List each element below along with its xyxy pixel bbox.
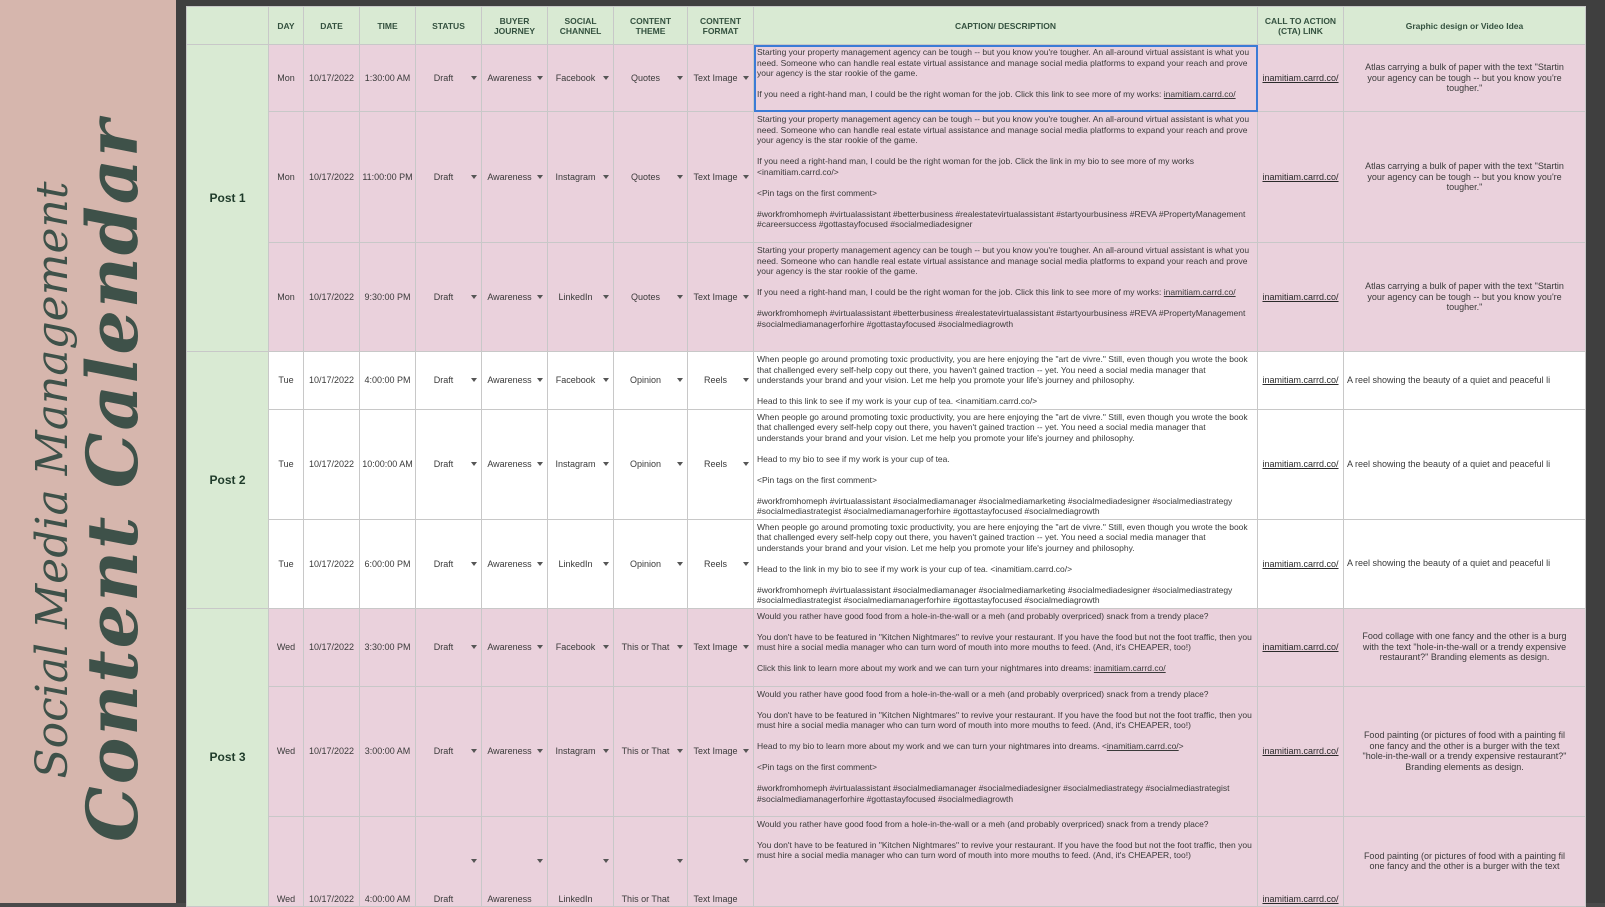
channel-dropdown[interactable] [548,243,614,352]
cell-date[interactable]: 10/17/2022 [304,816,360,906]
dropdown-arrow-icon [603,749,609,753]
header-day[interactable]: DAY [269,7,304,45]
cell-day[interactable]: Wed [269,608,304,686]
dropdown-arrow-icon [537,175,543,179]
status-dropdown[interactable] [416,686,482,816]
cta-link[interactable]: inamitiam.carrd.co/ [1262,73,1339,83]
format-value: Reels [703,375,727,386]
dropdown-arrow-icon [603,76,609,80]
cta-link[interactable]: inamitiam.carrd.co/ [1262,172,1339,182]
caption-paragraph: If you need a right-hand man, I could be the right woman for the job. Click the link in my bio to see more of my works <inamitiam.carrd.co/> [757,156,1195,177]
buyer-journey-value: Awareness [487,558,532,569]
caption-cell[interactable] [754,409,1258,519]
caption-paragraph: Head to my bio to see if my work is your cup of tea. [757,453,950,464]
dropdown-arrow-icon [677,562,683,566]
buyer-journey-dropdown[interactable] [482,352,548,410]
status-dropdown[interactable] [416,409,482,519]
table-row [187,45,1586,112]
cell-date[interactable]: 10/17/2022 [304,686,360,816]
header-content-theme[interactable]: CONTENT THEME [614,7,688,45]
idea-cell[interactable]: Food painting (or pictures of food with a painting fil one fancy and the other is a burger with the text "hole-in-the-wall or a trendy expensive restaurant?" Branding elements as design. [1344,686,1586,816]
dropdown-arrow-icon [603,295,609,299]
cell-time[interactable]: 1:30:00 AM [360,45,416,112]
dropdown-arrow-icon [743,462,749,466]
header-status[interactable]: STATUS [416,7,482,45]
dropdown-arrow-icon [471,749,477,753]
format-dropdown[interactable] [688,112,754,243]
dropdown-arrow-icon [603,378,609,382]
format-value: Reels [703,459,727,469]
dropdown-arrow-icon [743,859,749,863]
channel-value: LinkedIn [558,558,593,569]
dropdown-arrow-icon [603,175,609,179]
buyer-journey-value: Awareness [487,172,532,182]
idea-cell[interactable]: Atlas carrying a bulk of paper with the text "Startin your agency can be tough -- but you know you're tougher." [1344,45,1586,112]
format-dropdown[interactable] [688,686,754,816]
buyer-journey-dropdown[interactable] [482,45,548,112]
cell-date[interactable]: 10/17/2022 [304,608,360,686]
caption-paragraph: You don't have to be featured in "Kitchen Nightmares" to revive your restaurant. If you have the food but not the foot traffic, then you must hire a social media manager who can turn word of mouth into more mouths to feed. (And, it's CHEAPER, too!) [757,709,1252,730]
title-banner [0,0,176,903]
table-row [187,686,1586,816]
header-caption[interactable]: CAPTION/ DESCRIPTION [754,7,1258,45]
cell-day[interactable]: Tue [269,352,304,410]
status-dropdown[interactable] [416,519,482,608]
banner-title [27,117,154,843]
cell-day[interactable]: Mon [269,45,304,112]
cta-link[interactable]: inamitiam.carrd.co/ [1262,375,1339,386]
cta-cell[interactable] [1258,686,1344,816]
header-design-idea[interactable]: Graphic design or Video Idea [1344,7,1586,45]
dropdown-arrow-icon [743,76,749,80]
cta-cell[interactable] [1258,519,1344,608]
caption-paragraph: Would you rather have good food from a hole-in-the-wall or a meh (and probably overpriced) snack from a trendy place? [757,818,1209,829]
table-row [187,816,1586,906]
dropdown-arrow-icon [537,859,543,863]
dropdown-arrow-icon [603,462,609,466]
caption-paragraph: Starting your property management agency can be tough -- but you know you're tougher. An all-around virtual assistant is what you need. Someone who can handle real estate virtual assistance and manage social media platforms to expand your reach and prove your agency is the star rookie of the game. [757,245,1250,276]
cell-time[interactable]: 4:00:00 PM [360,352,416,410]
dropdown-arrow-icon [677,645,683,649]
channel-value: Facebook [555,73,596,83]
cell-date[interactable]: 10/17/2022 [304,243,360,352]
header-time[interactable]: TIME [360,7,416,45]
dropdown-arrow-icon [537,378,543,382]
cell-date[interactable]: 10/17/2022 [304,352,360,410]
format-dropdown[interactable] [688,519,754,608]
caption-cell[interactable] [754,243,1258,352]
buyer-journey-value: Awareness [487,893,532,904]
format-value: Text Image [693,292,738,302]
status-value: Draft [433,642,454,652]
theme-value: Quotes [630,172,661,182]
status-value: Draft [433,292,454,302]
caption-hashtags: #workfromhomeph #virtualassistant #socialmediamanager #socialmediamarketing #socialmediadesigner #socialmediastrategy #socialmediastrategist #socialmediamanagerforhire #gottastayfocused #socialmediagrowth [757,584,1233,605]
theme-dropdown[interactable] [614,112,688,243]
status-dropdown[interactable] [416,816,482,906]
status-dropdown[interactable] [416,243,482,352]
theme-dropdown[interactable] [614,243,688,352]
dropdown-arrow-icon [471,175,477,179]
caption-paragraph: Would you rather have good food from a hole-in-the-wall or a meh (and probably overpriced) snack from a trendy place? [757,610,1209,621]
caption-link[interactable]: inamitiam.carrd.co/ [1106,741,1179,751]
dropdown-arrow-icon [743,378,749,382]
caption-cell[interactable] [754,352,1258,410]
channel-dropdown[interactable] [548,686,614,816]
status-value: Draft [433,459,454,469]
calendar-table [186,6,1586,907]
dropdown-arrow-icon [743,295,749,299]
channel-dropdown[interactable] [548,409,614,519]
cell-date[interactable]: 10/17/2022 [304,45,360,112]
dropdown-arrow-icon [677,175,683,179]
format-value: Text Image [693,746,738,756]
caption-paragraph: <Pin tags on the first comment> [757,187,878,198]
theme-dropdown[interactable] [614,45,688,112]
cta-cell[interactable] [1258,112,1344,243]
cta-cell[interactable] [1258,352,1344,410]
cell-day[interactable]: Mon [269,243,304,352]
channel-dropdown[interactable] [548,352,614,410]
dropdown-arrow-icon [677,76,683,80]
cta-link[interactable]: inamitiam.carrd.co/ [1262,459,1339,469]
dropdown-arrow-icon [471,645,477,649]
caption-cell[interactable] [754,608,1258,686]
buyer-journey-dropdown[interactable] [482,519,548,608]
table-row [187,608,1586,686]
cell-day[interactable]: Wed [269,816,304,906]
format-dropdown[interactable] [688,45,754,112]
buyer-journey-value: Awareness [487,73,532,83]
post-label[interactable]: Post 2 [187,352,269,609]
status-value: Draft [433,73,454,83]
idea-cell[interactable]: Food collage with one fancy and the other is a burg with the text "hole-in-the-wall or a trendy expensive restaurant?" Branding elements as design. [1344,608,1586,686]
dropdown-arrow-icon [743,175,749,179]
caption-paragraph: <Pin tags on the first comment> [757,474,878,485]
cell-day[interactable]: Wed [269,686,304,816]
post-label[interactable]: Post 3 [187,608,269,906]
dropdown-arrow-icon [537,76,543,80]
format-value: Text Image [693,893,738,904]
header-content-format[interactable]: CONTENT FORMAT [688,7,754,45]
buyer-journey-value: Awareness [487,375,532,386]
dropdown-arrow-icon [537,645,543,649]
header-post [187,7,269,45]
buyer-journey-dropdown[interactable] [482,112,548,243]
buyer-journey-dropdown[interactable] [482,608,548,686]
dropdown-arrow-icon [743,645,749,649]
cell-time[interactable]: 10:00:00 AM [360,409,416,519]
channel-value: Instagram [555,172,596,182]
banner-subtitle: Social Media Management [27,181,78,779]
theme-dropdown[interactable] [614,686,688,816]
channel-value: Instagram [555,746,596,756]
buyer-journey-value: Awareness [487,746,532,756]
theme-dropdown[interactable] [614,816,688,906]
cta-link[interactable]: inamitiam.carrd.co/ [1262,558,1339,569]
dropdown-arrow-icon [743,562,749,566]
dropdown-arrow-icon [743,749,749,753]
buyer-journey-dropdown[interactable] [482,409,548,519]
caption-link[interactable]: inamitiam.carrd.co/ [1163,287,1236,297]
theme-dropdown[interactable] [614,352,688,410]
cell-time[interactable]: 9:30:00 PM [360,243,416,352]
cta-link[interactable]: inamitiam.carrd.co/ [1262,642,1339,652]
format-value: Reels [703,558,727,569]
dropdown-arrow-icon [677,378,683,382]
cell-day[interactable]: Mon [269,112,304,243]
status-dropdown[interactable] [416,608,482,686]
dropdown-arrow-icon [603,562,609,566]
format-dropdown[interactable] [688,409,754,519]
cell-date[interactable]: 10/17/2022 [304,112,360,243]
cell-time[interactable]: 3:00:00 AM [360,686,416,816]
table-row [187,243,1586,352]
dropdown-arrow-icon [537,562,543,566]
channel-value: LinkedIn [558,292,593,302]
table-row [187,409,1586,519]
idea-cell[interactable]: A reel showing the beauty of a quiet and peaceful li [1344,352,1586,410]
caption-cell[interactable] [754,686,1258,816]
banner-main-title: Content Calendar [71,117,154,843]
dropdown-arrow-icon [471,295,477,299]
caption-paragraph: Head to this link to see if my work is your cup of tea. <inamitiam.carrd.co/> [757,396,1038,406]
theme-dropdown[interactable] [614,519,688,608]
cell-time[interactable]: 3:30:00 PM [360,608,416,686]
caption-paragraph: Starting your property management agency can be tough -- but you know you're tougher. An all-around virtual assistant is what you need. Someone who can handle real estate virtual assistance and manage social media platforms to expand your reach and prove your agency is the star rookie of the game. [757,47,1250,78]
theme-value: Opinion [629,375,662,386]
caption-hashtags: #workfromhomeph #virtualassistant #socialmediamanager #socialmediamarketing #socialmediadesigner #socialmediastrategy #socialmediastrategist #socialmediamanagerforhire #gottastayfocused #socialmediagrowth [757,495,1233,516]
dropdown-arrow-icon [537,462,543,466]
theme-value: Opinion [629,459,662,469]
theme-dropdown[interactable] [614,608,688,686]
status-dropdown[interactable] [416,45,482,112]
theme-value: This or That [621,893,670,904]
dropdown-arrow-icon [471,859,477,863]
cta-link[interactable]: inamitiam.carrd.co/ [1262,292,1339,302]
post-label[interactable]: Post 1 [187,45,269,352]
cell-time[interactable]: 11:00:00 PM [360,112,416,243]
dropdown-arrow-icon [677,859,683,863]
channel-dropdown[interactable] [548,608,614,686]
format-dropdown[interactable] [688,243,754,352]
buyer-journey-value: Awareness [487,459,532,469]
cta-cell[interactable] [1258,816,1344,906]
format-value: Text Image [693,642,738,652]
format-value: Text Image [693,73,738,83]
cell-day[interactable]: Tue [269,409,304,519]
format-dropdown[interactable] [688,816,754,906]
dropdown-arrow-icon [677,295,683,299]
channel-dropdown[interactable] [548,112,614,243]
buyer-journey-dropdown[interactable] [482,816,548,906]
channel-value: Facebook [555,375,596,386]
cell-time[interactable]: 4:00:00 AM [360,816,416,906]
cell-date[interactable]: 10/17/2022 [304,519,360,608]
caption-paragraph: Click this link to learn more about my work and we can turn your nightmares into dreams: inamitiam.carrd.co/ [757,663,1166,673]
channel-value: Instagram [555,459,596,469]
caption-paragraph: Would you rather have good food from a hole-in-the-wall or a meh (and probably overpriced) snack from a trendy place? [757,688,1209,699]
header-date[interactable]: DATE [304,7,360,45]
caption-cell[interactable] [754,112,1258,243]
caption-paragraph: Starting your property management agency can be tough -- but you know you're tougher. An all-around virtual assistant is what you need. Someone who can handle real estate virtual assistance and manage social media platforms to expand your reach and prove your agency is the star rookie of the game. [757,114,1250,145]
dropdown-arrow-icon [471,462,477,466]
cell-time[interactable]: 6:00:00 PM [360,519,416,608]
buyer-journey-value: Awareness [487,292,532,302]
dropdown-arrow-icon [471,562,477,566]
caption-hashtags: #workfromhomeph #virtualassistant #betterbusiness #realestatevirtualassistant #startyourbusiness #REVA #PropertyManagement #careersuccess #gottastayfocused #socialmediadesigner [757,208,1246,229]
format-value: Text Image [693,172,738,182]
cta-link[interactable]: inamitiam.carrd.co/ [1262,893,1339,904]
table-row [187,352,1586,410]
theme-value: Quotes [630,292,661,302]
dropdown-arrow-icon [603,859,609,863]
dropdown-arrow-icon [537,749,543,753]
format-dropdown[interactable] [688,352,754,410]
idea-cell[interactable]: A reel showing the beauty of a quiet and peaceful li [1344,409,1586,519]
caption-paragraph: When people go around promoting toxic productivity, you are here enjoying the "art de vivre." Still, even though you wrote the book that challenged every self-help copy out there, you haven't gained traction -- yet. You need a social media manager that understands your brand and your vision. Let me help you promote your life's journey and philosophy. [757,411,1248,443]
caption-paragraph: You don't have to be featured in "Kitchen Nightmares" to revive your restaurant. If you have the food but not the foot traffic, then you must hire a social media manager who can turn word of mouth into more mouths to feed. (And, it's CHEAPER, too!) [757,839,1252,860]
idea-cell[interactable]: Food painting (or pictures of food with a painting fil one fancy and the other is a burger with the text [1344,816,1586,906]
caption-cell[interactable] [754,519,1258,608]
theme-dropdown[interactable] [614,409,688,519]
caption-paragraph: When people go around promoting toxic productivity, you are here enjoying the "art de vivre." Still, even though you wrote the book that challenged every self-help copy out there, you haven't gained traction -- yet. You need a social media manager that understands your brand and your vision. Let me help you promote your life's journey and philosophy. [757,354,1248,385]
dropdown-arrow-icon [471,76,477,80]
status-value: Draft [433,375,454,386]
cta-cell[interactable] [1258,608,1344,686]
idea-cell[interactable]: Atlas carrying a bulk of paper with the text "Startin your agency can be tough -- but you know you're tougher." [1344,243,1586,352]
buyer-journey-dropdown[interactable] [482,686,548,816]
channel-value: Facebook [555,642,596,652]
dropdown-arrow-icon [537,295,543,299]
caption-hashtags: #workfromhomeph #virtualassistant #betterbusiness #realestatevirtualassistant #startyourbusiness #REVA #PropertyManagement #socialmediamanagerforhire #gottastayfocused #socialmediagrowth [757,308,1246,329]
cta-cell[interactable] [1258,243,1344,352]
caption-paragraph: Head to the link in my bio to see if my work is your cup of tea. <inamitiam.carrd.co/> [757,563,1073,574]
channel-dropdown[interactable] [548,519,614,608]
caption-paragraph: <Pin tags on the first comment> [757,762,878,772]
dropdown-arrow-icon [677,749,683,753]
caption-hashtags: #workfromhomeph #virtualassistant #socialmediamanager #socialmediadesigner #socialmediastrategy #socialmediastrategist #socialmediamanagerforhire #gottastayfocused #socialmediagrowth [757,783,1230,804]
theme-value: Opinion [629,558,662,569]
channel-dropdown[interactable] [548,816,614,906]
status-value: Draft [433,746,454,756]
caption-paragraph: You don't have to be featured in "Kitchen Nightmares" to revive your restaurant. If you have the food but not the foot traffic, then you must hire a social media manager who can turn word of mouth into more mouths to feed. (And, it's CHEAPER, too!) [757,631,1252,652]
caption-cell[interactable] [754,816,1258,906]
idea-cell[interactable]: A reel showing the beauty of a quiet and peaceful li [1344,519,1586,608]
caption-paragraph: When people go around promoting toxic productivity, you are here enjoying the "art de vivre." Still, even though you wrote the book that challenged every self-help copy out there, you haven't gained traction -- yet. You need a social media manager that understands your brand and your vision. Let me help you promote your life's journey and philosophy. [757,521,1248,553]
caption-paragraph: Head to my bio to learn more about my work and we can turn your nightmares into dreams. <inamitiam.carrd.co/> [757,741,1184,751]
header-social-channel[interactable]: SOCIAL CHANNEL [548,7,614,45]
theme-value: Quotes [630,73,661,83]
channel-value: LinkedIn [558,893,593,904]
status-value: Draft [433,893,454,904]
dropdown-arrow-icon [603,645,609,649]
buyer-journey-dropdown[interactable] [482,243,548,352]
theme-value: This or That [621,642,670,652]
format-dropdown[interactable] [688,608,754,686]
caption-paragraph: If you need a right-hand man, I could be the right woman for the job. Click this link to see more of my works: inamitiam.carrd.co/ [757,287,1236,297]
status-value: Draft [433,558,454,569]
table-row [187,112,1586,243]
header-row [187,7,1586,45]
caption-link[interactable]: inamitiam.carrd.co/ [1163,89,1236,99]
caption-cell[interactable] [754,45,1258,112]
cta-cell[interactable] [1258,409,1344,519]
dropdown-arrow-icon [471,378,477,382]
caption-link[interactable]: inamitiam.carrd.co/ [1093,663,1166,673]
header-buyer-journey[interactable]: BUYER JOURNEY [482,7,548,45]
dropdown-arrow-icon [677,462,683,466]
cta-cell[interactable] [1258,45,1344,112]
cell-day[interactable]: Tue [269,519,304,608]
buyer-journey-value: Awareness [487,642,532,652]
cta-link[interactable]: inamitiam.carrd.co/ [1262,746,1339,756]
channel-dropdown[interactable] [548,45,614,112]
header-cta-link[interactable]: CALL TO ACTION (CTA) LINK [1258,7,1344,45]
table-row [187,519,1586,608]
status-dropdown[interactable] [416,112,482,243]
content-calendar-sheet [186,6,1584,904]
theme-value: This or That [621,746,670,756]
cell-date[interactable]: 10/17/2022 [304,409,360,519]
status-dropdown[interactable] [416,352,482,410]
idea-cell[interactable]: Atlas carrying a bulk of paper with the text "Startin your agency can be tough -- but you know you're tougher." [1344,112,1586,243]
status-value: Draft [433,172,454,182]
caption-paragraph: If you need a right-hand man, I could be the right woman for the job. Click this link to see more of my works: inamitiam.carrd.co/ [757,89,1236,99]
